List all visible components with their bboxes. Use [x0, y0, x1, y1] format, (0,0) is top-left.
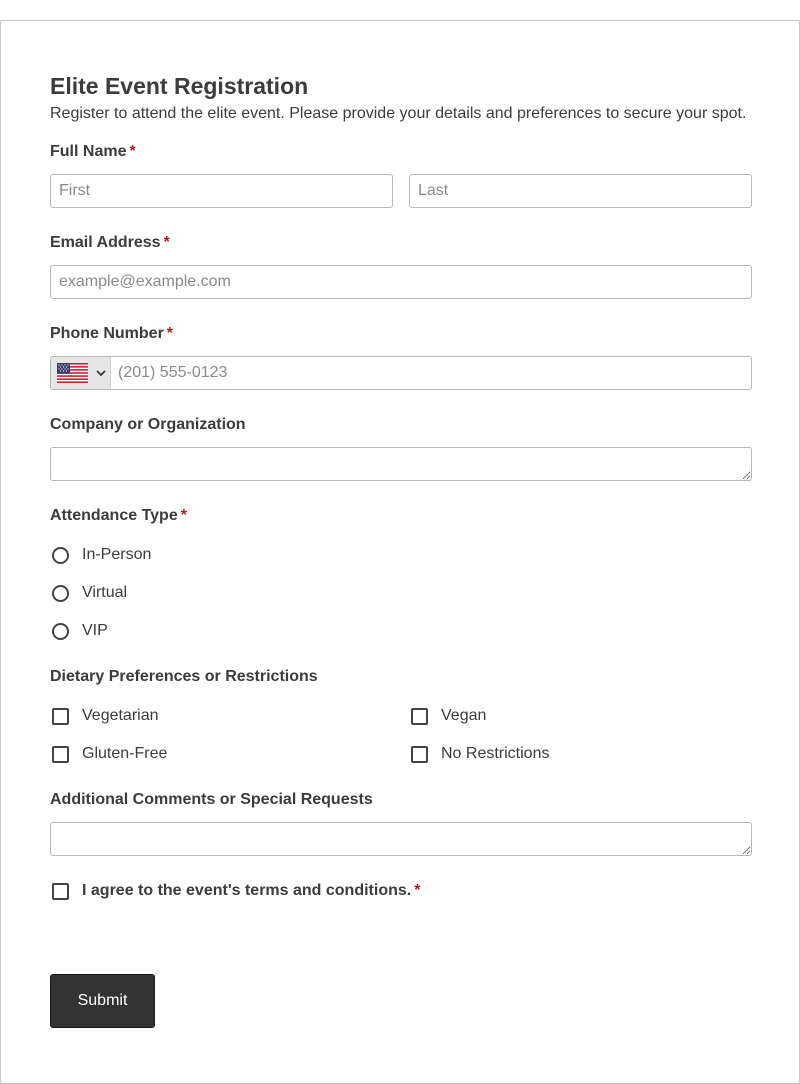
- dietary-option-gluten-free[interactable]: [50, 745, 167, 763]
- chevron-down-icon: [95, 367, 107, 379]
- phone-field: [50, 356, 752, 390]
- required-marker: *: [166, 325, 174, 342]
- required-marker: *: [414, 882, 421, 899]
- terms-checkbox[interactable]: [52, 883, 69, 900]
- form-title: Elite Event Registration: [50, 73, 309, 99]
- attendance-option-vip[interactable]: [50, 622, 108, 640]
- phone-input[interactable]: [111, 357, 751, 389]
- attendance-option-in-person[interactable]: [50, 546, 151, 564]
- company-label: [50, 416, 246, 434]
- option-label: Vegan: [441, 707, 487, 724]
- option-label: Virtual: [82, 584, 128, 601]
- option-label: Gluten-Free: [82, 745, 168, 762]
- radio-button[interactable]: [52, 585, 69, 602]
- full-name-label-text: Full Name: [50, 143, 127, 160]
- dietary-label-text: Dietary Preferences or Restrictions: [50, 668, 318, 685]
- dietary-option-vegan[interactable]: [409, 707, 486, 725]
- attendance-option-virtual[interactable]: [50, 584, 127, 602]
- terms-label: [82, 882, 420, 900]
- phone-label: [50, 325, 173, 343]
- email-input[interactable]: [50, 265, 752, 299]
- radio-button[interactable]: [52, 623, 69, 640]
- radio-button[interactable]: [52, 547, 69, 564]
- us-flag-icon: [57, 363, 88, 383]
- full-name-label: [50, 143, 136, 161]
- required-marker: *: [180, 507, 187, 524]
- comments-textarea[interactable]: [50, 822, 752, 856]
- option-label: Vegetarian: [82, 707, 159, 724]
- option-label: In-Person: [82, 546, 152, 563]
- required-marker: *: [129, 143, 136, 160]
- submit-button[interactable]: Submit: [50, 974, 155, 1028]
- dietary-option-no-restrictions[interactable]: [409, 745, 549, 763]
- phone-label-text: Phone Number: [50, 325, 164, 342]
- terms-label-text: I agree to the event's terms and conditions.: [82, 882, 412, 899]
- dietary-label: [50, 668, 318, 686]
- comments-label: [50, 791, 373, 809]
- comments-label-text: Additional Comments or Special Requests: [50, 791, 373, 808]
- dietary-option-vegetarian[interactable]: [50, 707, 159, 725]
- first-name-input[interactable]: [50, 174, 393, 208]
- email-label: [50, 234, 170, 252]
- form-subtitle: Register to attend the elite event. Please provide your details and preferences to secure your spot.: [50, 105, 747, 122]
- checkbox[interactable]: [52, 746, 69, 763]
- company-label-text: Company or Organization: [50, 416, 246, 433]
- terms-option[interactable]: [50, 882, 420, 900]
- required-marker: *: [163, 234, 170, 251]
- option-label: VIP: [82, 622, 108, 639]
- option-label: No Restrictions: [441, 745, 550, 762]
- checkbox[interactable]: [52, 708, 69, 725]
- form-card: [0, 20, 800, 1084]
- company-textarea[interactable]: [50, 447, 752, 481]
- attendance-label: [50, 507, 187, 525]
- attendance-label-text: Attendance Type: [50, 507, 178, 524]
- email-label-text: Email Address: [50, 234, 161, 251]
- country-code-select[interactable]: [51, 357, 111, 389]
- last-name-input[interactable]: [409, 174, 752, 208]
- checkbox[interactable]: [411, 746, 428, 763]
- checkbox[interactable]: [411, 708, 428, 725]
